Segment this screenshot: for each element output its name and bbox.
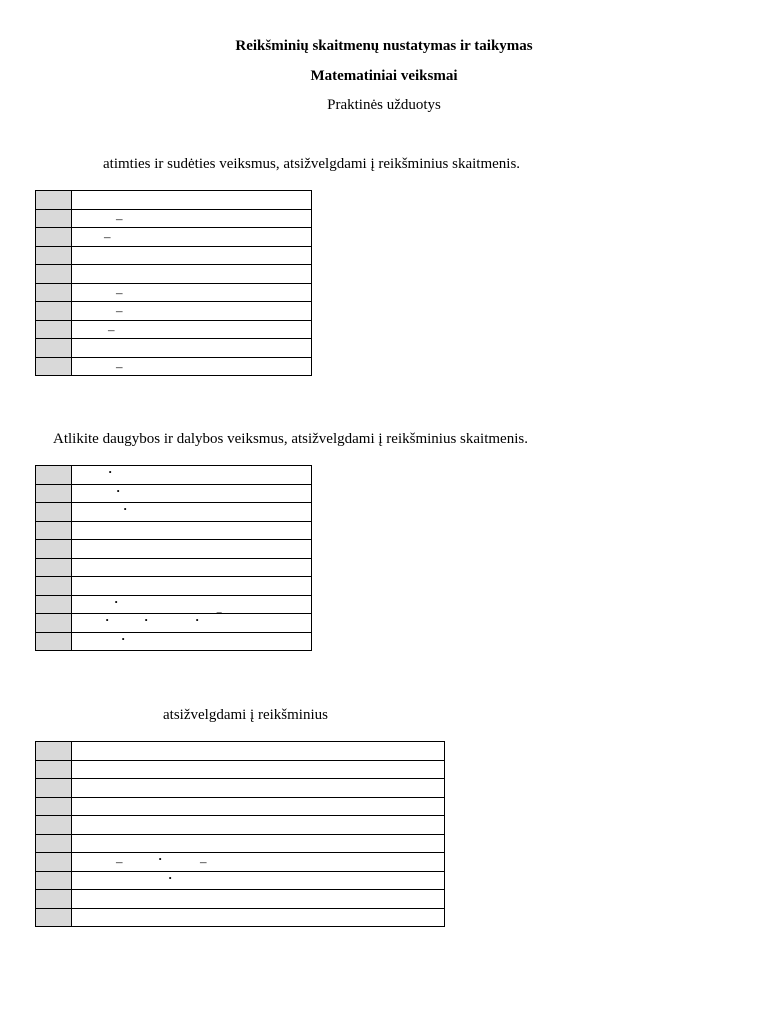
row-number-cell — [36, 834, 72, 853]
exercise-cell — [72, 595, 312, 614]
exercise-cell — [72, 466, 312, 485]
row-number-cell — [36, 890, 72, 909]
row-number-cell — [36, 760, 72, 779]
row-number-cell — [36, 540, 72, 559]
minus-symbol: – — [116, 210, 123, 226]
multiply-dot-symbol: · — [105, 612, 110, 627]
table-row — [36, 632, 312, 651]
task-3-instruction: atsižvelgdami į reikšminius — [163, 707, 328, 723]
minus-symbol: – — [116, 284, 123, 300]
table-row — [36, 320, 312, 339]
row-number-cell — [36, 484, 72, 503]
minus-symbol: – — [200, 854, 207, 869]
row-number-cell — [36, 228, 72, 247]
table-row — [36, 742, 445, 761]
exercise-cell — [72, 853, 445, 872]
exercise-cell — [72, 503, 312, 522]
table-row — [36, 540, 312, 559]
exercise-cell — [72, 283, 312, 302]
row-number-cell — [36, 816, 72, 835]
exercise-cell — [72, 816, 445, 835]
task-1-instruction: atimties ir sudėties veiksmus, atsižvelgdami į reikšminius skaitmenis. — [103, 156, 521, 172]
table-row — [36, 191, 312, 210]
document-subtitle: Matematiniai veiksmai — [310, 68, 458, 84]
exercise-cell — [72, 779, 445, 798]
row-number-cell — [36, 595, 72, 614]
table-row — [36, 265, 312, 284]
multiply-dot-symbol: · — [121, 630, 126, 646]
table-row — [36, 871, 445, 890]
multiply-dot-symbol: · — [158, 851, 163, 866]
table-row — [36, 908, 445, 927]
task-1-table — [35, 190, 312, 376]
exercise-cell — [72, 610, 312, 633]
row-number-cell — [36, 246, 72, 265]
exercise-cell — [72, 834, 445, 853]
table-row — [36, 209, 312, 228]
row-number-cell — [36, 797, 72, 816]
row-number-cell — [36, 521, 72, 540]
table-row — [36, 302, 312, 321]
minus-symbol: – — [104, 229, 111, 244]
overbar-symbol: ‾ — [217, 610, 222, 625]
table-row — [36, 521, 312, 540]
row-number-cell — [36, 466, 72, 485]
task-2-table — [35, 465, 312, 651]
row-number-cell — [36, 614, 72, 633]
exercise-cell — [72, 302, 312, 321]
row-number-cell — [36, 209, 72, 228]
row-number-cell — [36, 908, 72, 927]
table-row — [36, 760, 445, 779]
row-number-cell — [36, 191, 72, 210]
row-number-cell — [36, 320, 72, 339]
document-title: Reikšminių skaitmenų nustatymas ir taikymas — [235, 38, 533, 54]
table-row — [36, 890, 445, 909]
minus-symbol: – — [116, 303, 123, 318]
table-row — [36, 484, 312, 503]
table-row — [36, 614, 312, 633]
table-row — [36, 466, 312, 485]
table-row — [36, 503, 312, 522]
table-row — [36, 816, 445, 835]
table-row — [36, 246, 312, 265]
table-row — [36, 357, 312, 376]
exercise-cell — [72, 540, 312, 559]
exercise-cell — [72, 339, 312, 358]
exercise-cell — [72, 558, 312, 577]
row-number-cell — [36, 339, 72, 358]
table-row — [36, 339, 312, 358]
multiply-dot-symbol: · — [195, 612, 200, 627]
exercise-cell — [72, 577, 312, 596]
row-number-cell — [36, 577, 72, 596]
minus-symbol: – — [116, 358, 123, 374]
exercise-cell — [72, 246, 312, 265]
row-number-cell — [36, 265, 72, 284]
exercise-cell — [72, 484, 312, 503]
exercise-cell — [72, 871, 445, 890]
table-row — [36, 853, 445, 872]
section-label: Praktinės užduotys — [327, 97, 441, 113]
exercise-cell — [72, 742, 445, 761]
row-number-cell — [36, 871, 72, 890]
row-number-cell — [36, 357, 72, 376]
exercise-cell — [72, 797, 445, 816]
exercise-cell — [72, 320, 312, 339]
row-number-cell — [36, 779, 72, 798]
multiply-dot-symbol: · — [168, 869, 173, 885]
multiply-dot-symbol: · — [144, 612, 149, 627]
exercise-cell — [72, 760, 445, 779]
row-number-cell — [36, 853, 72, 872]
row-number-cell — [36, 302, 72, 321]
task-3-table — [35, 741, 445, 927]
exercise-cell — [72, 265, 312, 284]
table-row — [36, 558, 312, 577]
task-2-instruction: Atlikite daugybos ir dalybos veiksmus, atsižvelgdami į reikšminius skaitmenis. — [53, 431, 528, 447]
exercise-cell — [72, 521, 312, 540]
minus-symbol: – — [116, 854, 123, 869]
row-number-cell — [36, 742, 72, 761]
exercise-cell — [72, 908, 445, 927]
multiply-dot-symbol: · — [114, 593, 119, 609]
table-row — [36, 228, 312, 247]
exercise-cell — [72, 209, 312, 228]
multiply-dot-symbol: · — [108, 464, 113, 479]
row-number-cell — [36, 283, 72, 302]
table-row — [36, 797, 445, 816]
row-number-cell — [36, 558, 72, 577]
table-row — [36, 283, 312, 302]
table-row — [36, 779, 445, 798]
row-number-cell — [36, 503, 72, 522]
exercise-cell — [72, 357, 312, 376]
exercise-cell — [72, 191, 312, 210]
multiply-dot-symbol: · — [116, 482, 121, 498]
exercise-cell — [72, 890, 445, 909]
table-row — [36, 834, 445, 853]
row-number-cell — [36, 632, 72, 651]
exercise-cell — [72, 632, 312, 651]
table-row — [36, 577, 312, 596]
exercise-cell — [72, 228, 312, 247]
minus-symbol: – — [108, 321, 115, 337]
table-row — [36, 595, 312, 614]
multiply-dot-symbol: · — [123, 501, 128, 516]
